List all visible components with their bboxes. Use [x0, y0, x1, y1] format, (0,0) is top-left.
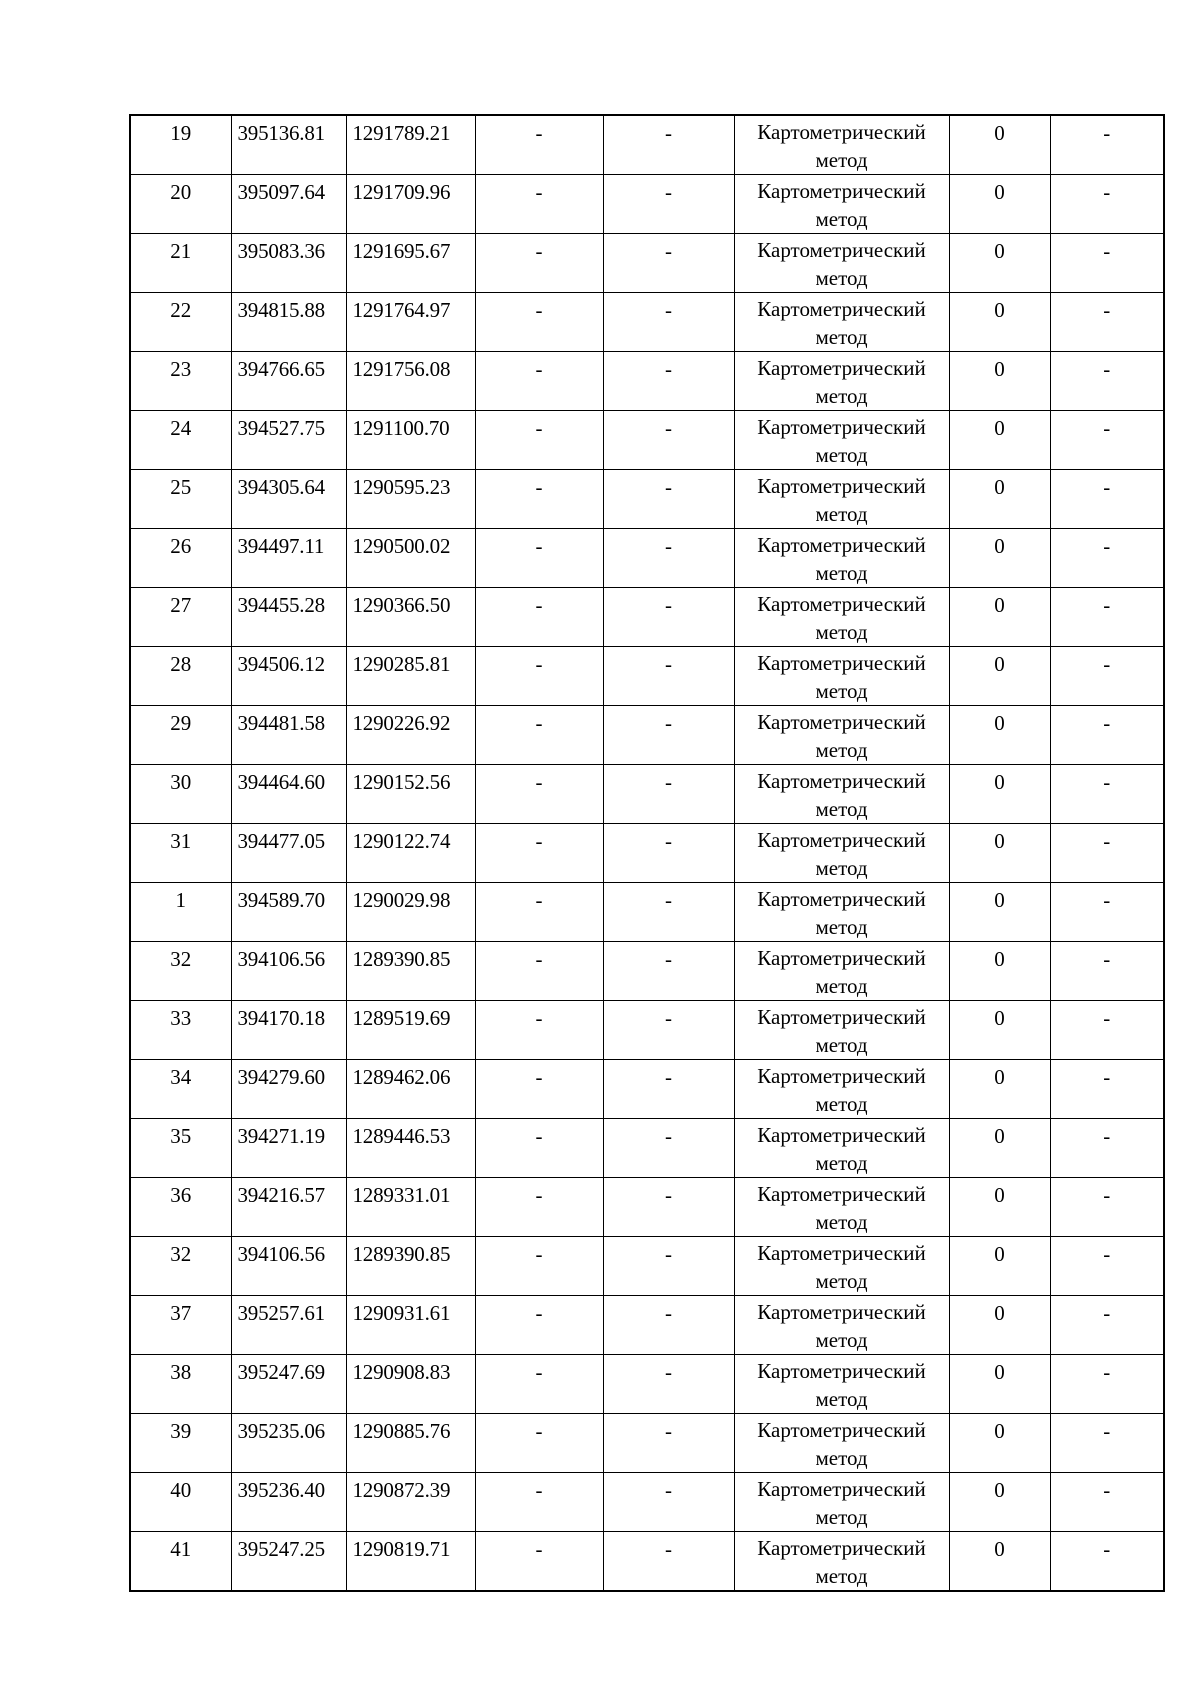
table-row — [130, 1355, 1164, 1414]
dash-cell: - — [475, 1001, 603, 1060]
dash-cell: - — [603, 824, 734, 883]
dash-cell: - — [1050, 115, 1164, 175]
dash-cell: - — [1050, 883, 1164, 942]
dash-cell: - — [475, 115, 603, 175]
accuracy-cell: 0 — [949, 588, 1050, 647]
method-line-1: Картометрический — [757, 651, 926, 675]
point-number-cell: 20 — [130, 175, 231, 234]
method-line-1: Картометрический — [757, 1536, 926, 1560]
accuracy-cell: 0 — [949, 1296, 1050, 1355]
method-cell — [734, 529, 949, 588]
table-body — [130, 115, 1164, 1591]
accuracy-cell: 0 — [949, 1237, 1050, 1296]
accuracy-cell: 0 — [949, 529, 1050, 588]
method-line-1: Картометрический — [757, 769, 926, 793]
table-row — [130, 1473, 1164, 1532]
method-cell — [734, 1178, 949, 1237]
accuracy-cell: 0 — [949, 1532, 1050, 1592]
dash-cell: - — [475, 824, 603, 883]
method-line-2: метод — [815, 207, 868, 231]
point-number-cell: 29 — [130, 706, 231, 765]
x-coordinate-cell: 394216.57 — [231, 1178, 346, 1237]
dash-cell: - — [475, 352, 603, 411]
method-line-1: Картометрический — [757, 1005, 926, 1029]
method-line-2: метод — [815, 443, 868, 467]
table-row — [130, 1060, 1164, 1119]
method-line-2: метод — [815, 1151, 868, 1175]
x-coordinate-cell: 394106.56 — [231, 942, 346, 1001]
accuracy-cell: 0 — [949, 175, 1050, 234]
accuracy-cell: 0 — [949, 647, 1050, 706]
table-row — [130, 175, 1164, 234]
method-cell — [734, 1414, 949, 1473]
dash-cell: - — [475, 529, 603, 588]
method-cell — [734, 352, 949, 411]
point-number-cell: 27 — [130, 588, 231, 647]
dash-cell: - — [1050, 411, 1164, 470]
table-row — [130, 942, 1164, 1001]
x-coordinate-cell: 394506.12 — [231, 647, 346, 706]
dash-cell: - — [603, 588, 734, 647]
method-line-2: метод — [815, 974, 868, 998]
method-cell — [734, 588, 949, 647]
method-line-2: метод — [815, 561, 868, 585]
x-coordinate-cell: 394497.11 — [231, 529, 346, 588]
method-line-1: Картометрический — [757, 1123, 926, 1147]
accuracy-cell: 0 — [949, 883, 1050, 942]
table-row — [130, 352, 1164, 411]
point-number-cell: 34 — [130, 1060, 231, 1119]
method-line-1: Картометрический — [757, 297, 926, 321]
dash-cell: - — [475, 1237, 603, 1296]
x-coordinate-cell: 394455.28 — [231, 588, 346, 647]
table-row — [130, 588, 1164, 647]
table-row — [130, 470, 1164, 529]
method-cell — [734, 883, 949, 942]
x-coordinate-cell: 394766.65 — [231, 352, 346, 411]
table-row — [130, 411, 1164, 470]
x-coordinate-cell: 394481.58 — [231, 706, 346, 765]
dash-cell: - — [475, 1060, 603, 1119]
accuracy-cell: 0 — [949, 411, 1050, 470]
method-line-1: Картометрический — [757, 1359, 926, 1383]
method-line-1: Картометрический — [757, 828, 926, 852]
accuracy-cell: 0 — [949, 1060, 1050, 1119]
dash-cell: - — [475, 647, 603, 706]
x-coordinate-cell: 395247.69 — [231, 1355, 346, 1414]
method-cell — [734, 470, 949, 529]
y-coordinate-cell: 1291756.08 — [346, 352, 475, 411]
point-number-cell: 23 — [130, 352, 231, 411]
dash-cell: - — [475, 175, 603, 234]
method-line-2: метод — [815, 1505, 868, 1529]
point-number-cell: 19 — [130, 115, 231, 175]
method-line-1: Картометрический — [757, 592, 926, 616]
method-line-2: метод — [815, 620, 868, 644]
dash-cell: - — [603, 352, 734, 411]
dash-cell: - — [603, 175, 734, 234]
x-coordinate-cell: 394464.60 — [231, 765, 346, 824]
dash-cell: - — [1050, 529, 1164, 588]
dash-cell: - — [475, 470, 603, 529]
accuracy-cell: 0 — [949, 1178, 1050, 1237]
accuracy-cell: 0 — [949, 470, 1050, 529]
dash-cell: - — [475, 588, 603, 647]
point-number-cell: 36 — [130, 1178, 231, 1237]
y-coordinate-cell: 1289462.06 — [346, 1060, 475, 1119]
method-line-1: Картометрический — [757, 1418, 926, 1442]
x-coordinate-cell: 394477.05 — [231, 824, 346, 883]
x-coordinate-cell: 394271.19 — [231, 1119, 346, 1178]
dash-cell: - — [1050, 647, 1164, 706]
x-coordinate-cell: 395236.40 — [231, 1473, 346, 1532]
method-cell — [734, 1532, 949, 1592]
method-line-1: Картометрический — [757, 1300, 926, 1324]
dash-cell: - — [603, 293, 734, 352]
y-coordinate-cell: 1289390.85 — [346, 1237, 475, 1296]
dash-cell: - — [1050, 706, 1164, 765]
method-line-2: метод — [815, 325, 868, 349]
y-coordinate-cell: 1290819.71 — [346, 1532, 475, 1592]
y-coordinate-cell: 1289331.01 — [346, 1178, 475, 1237]
y-coordinate-cell: 1291695.67 — [346, 234, 475, 293]
dash-cell: - — [603, 411, 734, 470]
dash-cell: - — [475, 1473, 603, 1532]
dash-cell: - — [603, 942, 734, 1001]
method-line-2: метод — [815, 266, 868, 290]
dash-cell: - — [475, 942, 603, 1001]
method-cell — [734, 411, 949, 470]
table-row — [130, 1237, 1164, 1296]
y-coordinate-cell: 1290595.23 — [346, 470, 475, 529]
dash-cell: - — [603, 1473, 734, 1532]
dash-cell: - — [1050, 352, 1164, 411]
dash-cell: - — [1050, 1178, 1164, 1237]
dash-cell: - — [603, 1119, 734, 1178]
method-line-1: Картометрический — [757, 710, 926, 734]
x-coordinate-cell: 395235.06 — [231, 1414, 346, 1473]
dash-cell: - — [1050, 1532, 1164, 1592]
method-cell — [734, 234, 949, 293]
accuracy-cell: 0 — [949, 293, 1050, 352]
table-row — [130, 293, 1164, 352]
method-line-2: метод — [815, 1387, 868, 1411]
method-line-1: Картометрический — [757, 1241, 926, 1265]
dash-cell: - — [603, 647, 734, 706]
dash-cell: - — [603, 470, 734, 529]
dash-cell: - — [475, 1414, 603, 1473]
point-number-cell: 26 — [130, 529, 231, 588]
method-line-2: метод — [815, 148, 868, 172]
accuracy-cell: 0 — [949, 352, 1050, 411]
y-coordinate-cell: 1290029.98 — [346, 883, 475, 942]
x-coordinate-cell: 394815.88 — [231, 293, 346, 352]
dash-cell: - — [475, 883, 603, 942]
y-coordinate-cell: 1290908.83 — [346, 1355, 475, 1414]
table-row — [130, 529, 1164, 588]
method-line-1: Картометрический — [757, 946, 926, 970]
dash-cell: - — [475, 293, 603, 352]
method-cell — [734, 824, 949, 883]
method-line-1: Картометрический — [757, 415, 926, 439]
dash-cell: - — [603, 765, 734, 824]
table-row — [130, 1178, 1164, 1237]
accuracy-cell: 0 — [949, 115, 1050, 175]
y-coordinate-cell: 1289446.53 — [346, 1119, 475, 1178]
dash-cell: - — [603, 1355, 734, 1414]
method-line-2: метод — [815, 679, 868, 703]
accuracy-cell: 0 — [949, 1473, 1050, 1532]
method-line-2: метод — [815, 502, 868, 526]
dash-cell: - — [603, 1414, 734, 1473]
dash-cell: - — [1050, 1001, 1164, 1060]
method-line-2: метод — [815, 1210, 868, 1234]
dash-cell: - — [475, 1296, 603, 1355]
method-line-1: Картометрический — [757, 238, 926, 262]
method-line-2: метод — [815, 1564, 868, 1588]
x-coordinate-cell: 394170.18 — [231, 1001, 346, 1060]
dash-cell: - — [1050, 1237, 1164, 1296]
y-coordinate-cell: 1290122.74 — [346, 824, 475, 883]
table-row — [130, 234, 1164, 293]
dash-cell: - — [1050, 293, 1164, 352]
method-cell — [734, 115, 949, 175]
y-coordinate-cell: 1290872.39 — [346, 1473, 475, 1532]
table-row — [130, 765, 1164, 824]
accuracy-cell: 0 — [949, 1119, 1050, 1178]
table-row — [130, 1001, 1164, 1060]
method-line-2: метод — [815, 915, 868, 939]
method-line-2: метод — [815, 384, 868, 408]
y-coordinate-cell: 1290500.02 — [346, 529, 475, 588]
point-number-cell: 38 — [130, 1355, 231, 1414]
method-line-2: метод — [815, 1092, 868, 1116]
method-line-2: метод — [815, 1033, 868, 1057]
y-coordinate-cell: 1291789.21 — [346, 115, 475, 175]
point-number-cell: 37 — [130, 1296, 231, 1355]
x-coordinate-cell: 394106.56 — [231, 1237, 346, 1296]
method-line-1: Картометрический — [757, 120, 926, 144]
method-cell — [734, 1119, 949, 1178]
dash-cell: - — [603, 1237, 734, 1296]
method-cell — [734, 1296, 949, 1355]
accuracy-cell: 0 — [949, 1001, 1050, 1060]
method-cell — [734, 1355, 949, 1414]
dash-cell: - — [603, 1178, 734, 1237]
table-row — [130, 115, 1164, 175]
x-coordinate-cell: 395097.64 — [231, 175, 346, 234]
point-number-cell: 21 — [130, 234, 231, 293]
method-line-1: Картометрический — [757, 179, 926, 203]
accuracy-cell: 0 — [949, 765, 1050, 824]
dash-cell: - — [1050, 765, 1164, 824]
y-coordinate-cell: 1290885.76 — [346, 1414, 475, 1473]
method-cell — [734, 942, 949, 1001]
dash-cell: - — [603, 1296, 734, 1355]
method-line-2: метод — [815, 1269, 868, 1293]
x-coordinate-cell: 394527.75 — [231, 411, 346, 470]
y-coordinate-cell: 1291764.97 — [346, 293, 475, 352]
method-cell — [734, 1237, 949, 1296]
method-cell — [734, 293, 949, 352]
method-cell — [734, 647, 949, 706]
point-number-cell: 1 — [130, 883, 231, 942]
dash-cell: - — [1050, 824, 1164, 883]
point-number-cell: 33 — [130, 1001, 231, 1060]
dash-cell: - — [475, 1119, 603, 1178]
method-line-2: метод — [815, 738, 868, 762]
point-number-cell: 39 — [130, 1414, 231, 1473]
dash-cell: - — [603, 883, 734, 942]
x-coordinate-cell: 395136.81 — [231, 115, 346, 175]
y-coordinate-cell: 1290226.92 — [346, 706, 475, 765]
method-line-1: Картометрический — [757, 887, 926, 911]
dash-cell: - — [603, 234, 734, 293]
y-coordinate-cell: 1290366.50 — [346, 588, 475, 647]
accuracy-cell: 0 — [949, 234, 1050, 293]
y-coordinate-cell: 1289390.85 — [346, 942, 475, 1001]
x-coordinate-cell: 395257.61 — [231, 1296, 346, 1355]
x-coordinate-cell: 394589.70 — [231, 883, 346, 942]
dash-cell: - — [475, 1178, 603, 1237]
point-number-cell: 40 — [130, 1473, 231, 1532]
method-cell — [734, 1001, 949, 1060]
x-coordinate-cell: 395247.25 — [231, 1532, 346, 1592]
dash-cell: - — [1050, 1355, 1164, 1414]
method-line-1: Картометрический — [757, 533, 926, 557]
method-line-2: метод — [815, 856, 868, 880]
dash-cell: - — [1050, 175, 1164, 234]
dash-cell: - — [1050, 1060, 1164, 1119]
point-number-cell: 31 — [130, 824, 231, 883]
point-number-cell: 32 — [130, 1237, 231, 1296]
y-coordinate-cell: 1289519.69 — [346, 1001, 475, 1060]
accuracy-cell: 0 — [949, 942, 1050, 1001]
dash-cell: - — [1050, 588, 1164, 647]
point-number-cell: 25 — [130, 470, 231, 529]
y-coordinate-cell: 1291709.96 — [346, 175, 475, 234]
dash-cell: - — [603, 115, 734, 175]
accuracy-cell: 0 — [949, 1355, 1050, 1414]
dash-cell: - — [475, 706, 603, 765]
dash-cell: - — [475, 765, 603, 824]
table-row — [130, 1296, 1164, 1355]
accuracy-cell: 0 — [949, 824, 1050, 883]
point-number-cell: 28 — [130, 647, 231, 706]
dash-cell: - — [603, 706, 734, 765]
point-number-cell: 30 — [130, 765, 231, 824]
dash-cell: - — [475, 1532, 603, 1592]
table-row — [130, 1532, 1164, 1592]
point-number-cell: 24 — [130, 411, 231, 470]
dash-cell: - — [475, 411, 603, 470]
method-cell — [734, 765, 949, 824]
dash-cell: - — [475, 234, 603, 293]
y-coordinate-cell: 1290152.56 — [346, 765, 475, 824]
dash-cell: - — [1050, 942, 1164, 1001]
method-line-2: метод — [815, 1328, 868, 1352]
table-row — [130, 1119, 1164, 1178]
x-coordinate-cell: 395083.36 — [231, 234, 346, 293]
dash-cell: - — [603, 1532, 734, 1592]
y-coordinate-cell: 1291100.70 — [346, 411, 475, 470]
y-coordinate-cell: 1290931.61 — [346, 1296, 475, 1355]
method-cell — [734, 175, 949, 234]
point-number-cell: 41 — [130, 1532, 231, 1592]
x-coordinate-cell: 394279.60 — [231, 1060, 346, 1119]
dash-cell: - — [603, 1001, 734, 1060]
dash-cell: - — [1050, 1296, 1164, 1355]
table-row — [130, 824, 1164, 883]
table-row — [130, 1414, 1164, 1473]
dash-cell: - — [1050, 234, 1164, 293]
method-cell — [734, 1473, 949, 1532]
method-line-2: метод — [815, 1446, 868, 1470]
point-number-cell: 22 — [130, 293, 231, 352]
coordinates-table — [129, 114, 1165, 1592]
dash-cell: - — [475, 1355, 603, 1414]
dash-cell: - — [1050, 470, 1164, 529]
dash-cell: - — [603, 529, 734, 588]
table-row — [130, 647, 1164, 706]
dash-cell: - — [1050, 1119, 1164, 1178]
method-cell — [734, 706, 949, 765]
y-coordinate-cell: 1290285.81 — [346, 647, 475, 706]
method-line-1: Картометрический — [757, 1064, 926, 1088]
table-row — [130, 883, 1164, 942]
method-cell — [734, 1060, 949, 1119]
dash-cell: - — [603, 1060, 734, 1119]
point-number-cell: 32 — [130, 942, 231, 1001]
method-line-1: Картометрический — [757, 356, 926, 380]
dash-cell: - — [1050, 1473, 1164, 1532]
method-line-1: Картометрический — [757, 474, 926, 498]
x-coordinate-cell: 394305.64 — [231, 470, 346, 529]
accuracy-cell: 0 — [949, 1414, 1050, 1473]
accuracy-cell: 0 — [949, 706, 1050, 765]
table-row — [130, 706, 1164, 765]
point-number-cell: 35 — [130, 1119, 231, 1178]
method-line-2: метод — [815, 797, 868, 821]
dash-cell: - — [1050, 1414, 1164, 1473]
method-line-1: Картометрический — [757, 1182, 926, 1206]
method-line-1: Картометрический — [757, 1477, 926, 1501]
